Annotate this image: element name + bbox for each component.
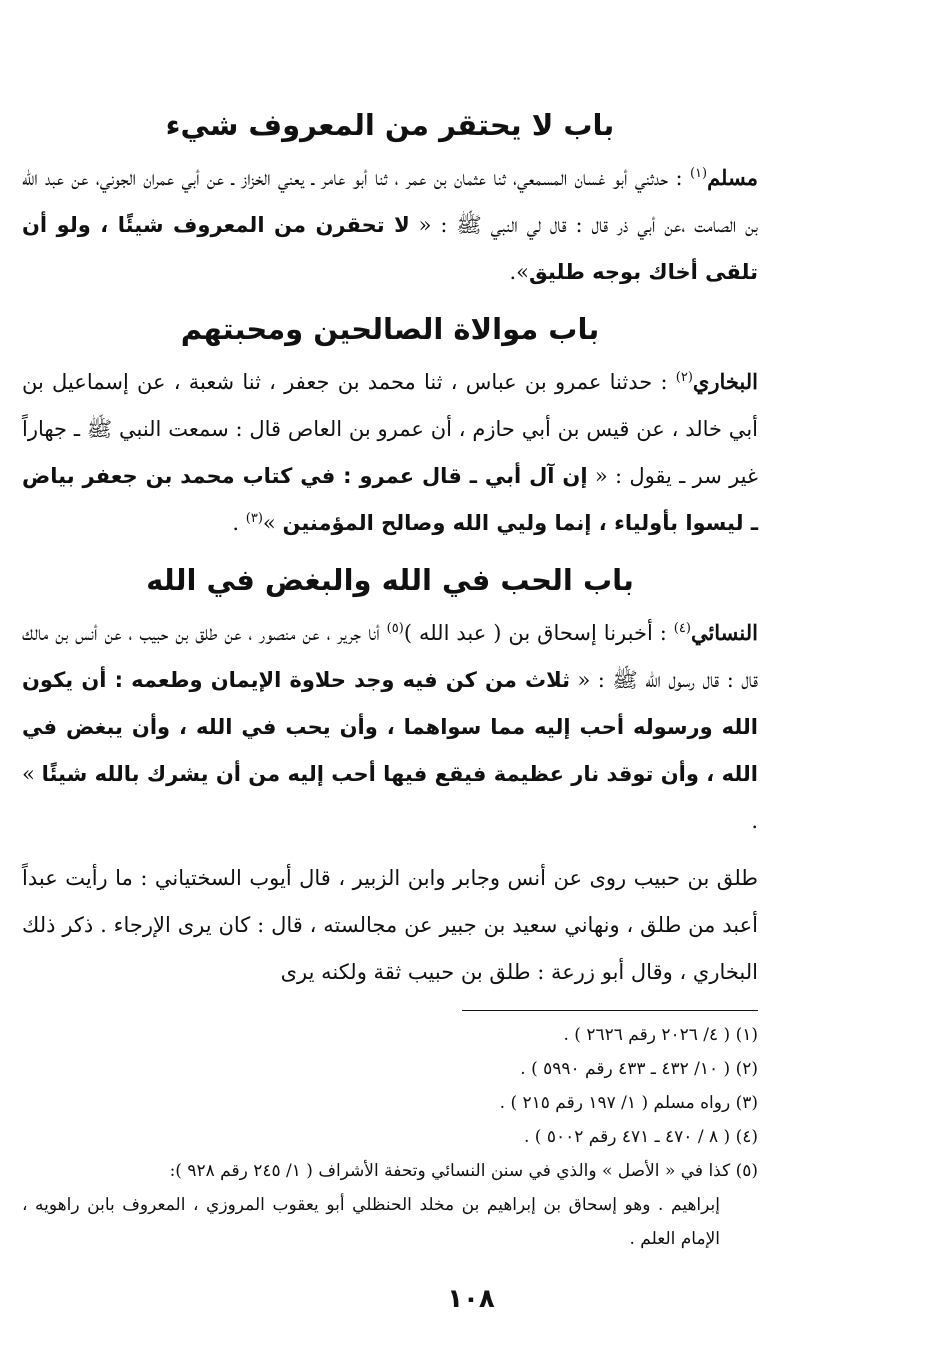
footnote-ref-3: (٣) [245, 511, 263, 526]
footnote-ref-2: (٢) [675, 370, 693, 385]
source-name-3: النسائي [690, 620, 758, 645]
chain-text-3b: أنا جرير ، عن منصور ، عن طلق بن حبيب ، عن أنس بن مالك قال : قال رسول الله ﷺ : « [22, 621, 758, 692]
hadith-paragraph-3 [22, 609, 758, 845]
hadith-paragraph-2 [22, 358, 758, 547]
chain-text-1: : حدثني أبو غسان المسمعي، ثنا عثمان بن عمر ، ثنا أبو عامر ـ يعني الخزاز ـ عن أبي عمران الجوني، عن عبد الله بن الصامت ،عن أبي ذر قال : قال لي النبي ﷺ : « [22, 166, 758, 237]
hadith-quote-2: إن آل أبي ـ قال عمرو : في كتاب محمد بن جعفر بياض ـ ليسوا بأولياء ، إنما وليي الله وصالح المؤمنين [22, 464, 758, 535]
section-heading-3: باب الحب في الله والبغض في الله [146, 563, 634, 597]
footnote-3: (٣) رواه مسلم ( ١/ ١٩٧ رقم ٢١٥ ) . [499, 1093, 758, 1113]
chain-text-3a: : أخبرنا إسحاق بن ( عبد الله ) [403, 621, 674, 645]
source-name-1: مسلم [707, 165, 758, 190]
hadith-quote-1: لا تحقرن من المعروف شيئًا ، ولو أن تلقى أخاك بوجه طليق [22, 213, 758, 284]
hadith-quote-3: ثلاث من كن فيه وجد حلاوة الإيمان وطعمه : أن يكون الله ورسوله أحب إليه مما سواهما ، وأن يحب في الله ، وأن يبغض في الله ، وأن توقد نار عظيمة فيقع فيها أحب إليه من أن يشرك بالله شيئًا [22, 668, 758, 786]
footnote-2: (٢) ( ١٠/ ٤٣٢ ـ ٤٣٣ رقم ٥٩٩٠ ) . [520, 1059, 758, 1079]
source-name-2: البخاري [692, 369, 758, 394]
quote-close-2: » [262, 511, 283, 535]
footnote-separator [462, 1010, 758, 1011]
hadith-paragraph-1 [22, 154, 758, 296]
footnote-ref-5: (٥) [386, 621, 404, 636]
narrator-note-paragraph: طلق بن حبيب روى عن أنس وجابر وابن الزبير ، قال أيوب السختياني : ما رأيت عبداً أعبد من طلق ، ونهاني سعيد بن جبير عن مجالسته ، قال : كان يرى الإرجاء . ذكر ذلك البخاري ، وقال أبو زرعة : طلق بن حبيب ثقة ولكنه يرى [22, 866, 758, 984]
section-heading-2: باب موالاة الصالحين ومحبتهم [180, 312, 600, 346]
page-number: ١٠٨ [447, 1284, 495, 1314]
page-content [22, 100, 758, 996]
footnote-ref-4: (٤) [673, 621, 691, 636]
footnote-5: (٥) كذا في « الأصل » والذي في سنن النسائي وتحفة الأشراف ( ١/ ٢٤٥ رقم ٩٢٨ ): [169, 1161, 758, 1181]
footnote-ref-1: (١) [689, 166, 708, 181]
footnote-4: (٤) ( ٨ / ٤٧٠ ـ ٤٧١ رقم ٥٠٠٢ ) . [524, 1127, 758, 1147]
quote-end-2: . [232, 511, 246, 535]
quote-close-3: » . [22, 762, 758, 833]
chain-text-2: : حدثنا عمرو بن عباس ، ثنا محمد بن جعفر ، ثنا شعبة ، عن إسماعيل بن أبي خالد ، عن قيس بن أبي حازم ، أن عمرو بن العاص قال : سمعت النبي ﷺ ـ جهاراً غير سر ـ يقول : « [22, 370, 758, 488]
quote-close-1: ». [509, 260, 529, 284]
footnote-1: (١) ( ٤/ ٢٠٢٦ رقم ٢٦٢٦ ) . [563, 1025, 758, 1045]
section-heading-1: باب لا يحتقر من المعروف شيء [165, 108, 615, 142]
footnote-5-continuation: إبراهيم . وهو إسحاق بن إبراهيم بن مخلد الحنظلي أبو يعقوب المروزي ، المعروف بابن راهويه ، الإمام العلم . [22, 1195, 720, 1249]
footnotes [22, 1018, 758, 1256]
